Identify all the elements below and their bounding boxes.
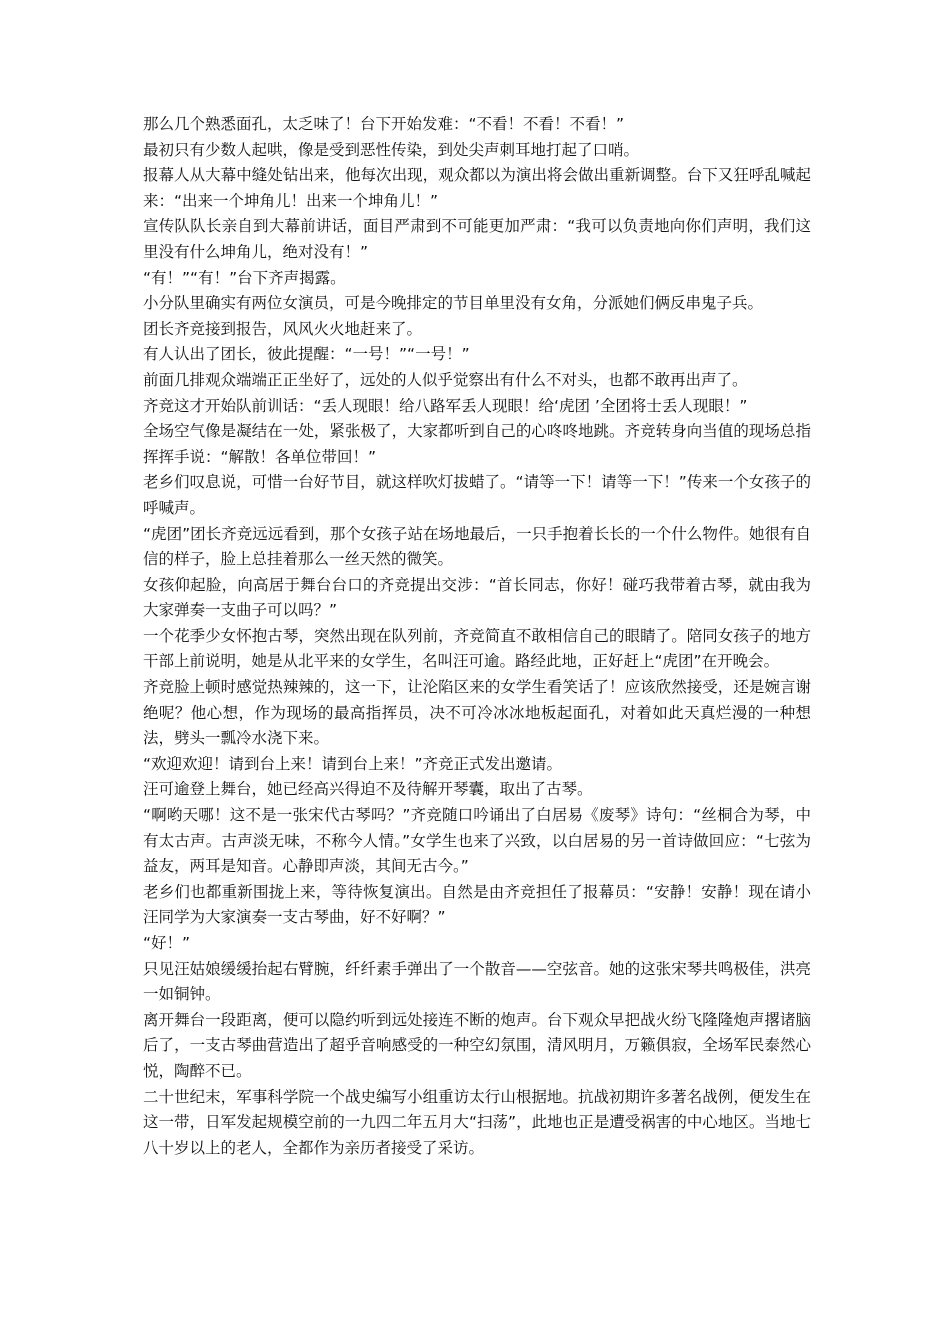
paragraph: 只见汪姑娘缓缓抬起右臂腕，纤纤素手弹出了一个散音——空弦音。她的这张宋琴共鸣极佳，洪亮一如铜钟。: [143, 959, 811, 1004]
paragraph: “虎团”团长齐竞远远看到，那个女孩子站在场地最后，一只手抱着长长的一个什么物件。她很有自信的样子，脸上总挂着那么一丝天然的微笑。: [143, 524, 811, 569]
paragraph: 老乡们也都重新围拢上来，等待恢复演出。自然是由齐竞担任了报幕员：“安静！安静！现在请小汪同学为大家演奏一支古琴曲，好不好啊？”: [143, 882, 811, 927]
paragraph: 团长齐竞接到报告，风风火火地赶来了。: [143, 319, 423, 338]
paragraph: 有人认出了团长，彼此提醒：“一号！”“一号！”: [143, 345, 470, 364]
paragraph: “欢迎欢迎！请到台上来！请到台上来！”齐竞正式发出邀请。: [143, 754, 563, 773]
document-page: [143, 112, 811, 1161]
paragraph: 女孩仰起脸，向高居于舞台台口的齐竞提出交涉：“首长同志，你好！碰巧我带着古琴，就由我为大家弹奏一支曲子可以吗？”: [143, 575, 811, 620]
paragraph: “好！”: [143, 934, 191, 952]
paragraph: 宣传队队长亲自到大幕前讲话，面目严肃到不可能更加严肃：“我可以负责地向你们声明，我们这里没有什么坤角儿，绝对没有！”: [143, 217, 811, 261]
paragraph: 齐竞脸上顿时感觉热辣辣的，这一下，让沦陷区来的女学生看笑话了！应该欣然接受，还是婉言谢绝呢？他心想，作为现场的最高指挥员，决不可冷冰冰地板起面孔，对着如此天真烂漫的一种想法，劈头一瓢冷水浇下来。: [143, 678, 811, 748]
paragraph: 齐竞这才开始队前训话：“丢人现眼！给八路军丢人现眼！给‘虎团 ’全团将士丢人现眼！”: [143, 396, 748, 415]
paragraph: 最初只有少数人起哄，像是受到恶性传染，到处尖声刺耳地打起了口哨。: [143, 140, 640, 159]
paragraph: 离开舞台一段距离，便可以隐约听到远处接连不断的炮声。台下观众早把战火纷飞隆隆炮声撂诸脑后了，一支古琴曲营造出了超乎音响感受的一种空幻氛围，清风明月，万籁俱寂，全场军民泰然心悦，陶醉不已。: [143, 1010, 811, 1080]
paragraph: 那么几个熟悉面孔，太乏味了！台下开始发难：“不看！不看！不看！”: [143, 115, 625, 133]
paragraph: 前面几排观众端端正正坐好了，远处的人似乎觉察出有什么不对头，也都不敢再出声了。: [143, 370, 748, 389]
paragraph: 全场空气像是凝结在一处，紧张极了，大家都听到自己的心咚咚地跳。齐竞转身向当值的现场总指挥挥手说：“解散！各单位带回！”: [143, 422, 811, 466]
paragraph: 一个花季少女怀抱古琴，突然出现在队列前，齐竞简直不敢相信自己的眼睛了。陪同女孩子的地方干部上前说明，她是从北平来的女学生，名叫汪可逾。路经此地，正好赶上“虎团”在开晚会。: [143, 626, 811, 671]
paragraph: 小分队里确实有两位女演员，可是今晚排定的节目单里没有女角，分派她们俩反串鬼子兵。: [143, 294, 764, 313]
paragraph: 二十世纪末，军事科学院一个战史编写小组重访太行山根据地。抗战初期许多著名战例，便发生在这一带，日军发起规模空前的一九四二年五月大“扫荡”，此地也正是遭受祸害的中心地区。当地七八十岁以上的老人，全都作为亲历者接受了采访。: [143, 1087, 811, 1157]
paragraph: 报幕人从大幕中缝处钻出来，他每次出现，观众都以为演出将会做出重新调整。台下又狂呼乱喊起来：“出来一个坤角儿！出来一个坤角儿！”: [143, 166, 811, 210]
paragraph: “啊哟天哪！这不是一张宋代古琴吗？”齐竞随口吟诵出了白居易《废琴》诗句：“丝桐合为琴，中有太古声。古声淡无味，不称今人情。”女学生也来了兴致，以白居易的另一首诗做回应：“七弦为益友，两耳是知音。心静即声淡，其间无古今。”: [143, 806, 811, 876]
paragraph: 老乡们叹息说，可惜一台好节目，就这样吹灯拔蜡了。“请等一下！请等一下！”传来一个女孩子的呼喊声。: [143, 473, 811, 517]
paragraph: 汪可逾登上舞台，她已经高兴得迫不及待解开琴囊，取出了古琴。: [143, 780, 593, 799]
paragraph: “有！”“有！”台下齐声揭露。: [143, 268, 346, 287]
